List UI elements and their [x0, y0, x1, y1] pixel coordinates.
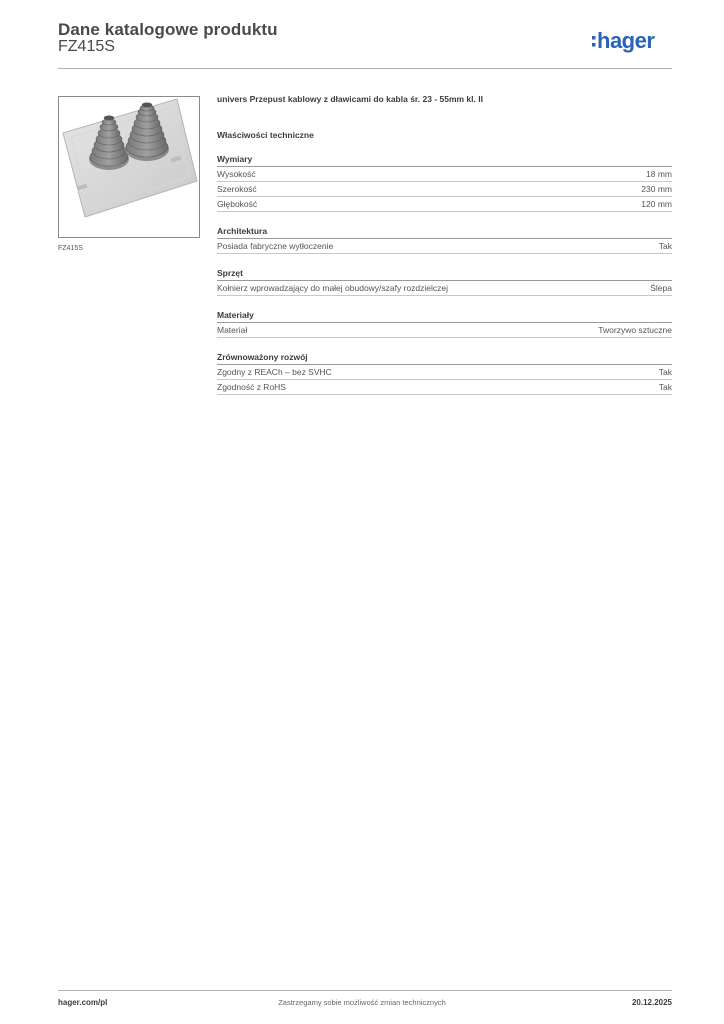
footer-website-link[interactable]: hager.com/pl	[58, 998, 108, 1007]
spec-label: Wysokość	[217, 169, 256, 179]
image-caption: FZ415S	[58, 245, 83, 252]
spec-row	[217, 380, 672, 395]
hager-logo[interactable]	[592, 27, 674, 57]
page-title: Dane katalogowe produktu	[58, 20, 278, 39]
spec-label: Posiada fabryczne wytłoczenie	[217, 241, 334, 251]
spec-value: 230 mm	[641, 184, 672, 194]
spec-label: Kołnierz wprowadzający do małej obudowy/szafy rozdzielczej	[217, 283, 449, 293]
cable-gland-illustration	[59, 97, 199, 237]
spec-value: Tak	[658, 241, 672, 251]
spec-label: Materiał	[217, 325, 248, 335]
spec-label: Zgodny z REACh – bez SVHC	[217, 367, 332, 377]
spec-label: Głębokość	[217, 199, 258, 209]
product-description: univers Przepust kablowy z dławicami do kabla śr. 23 - 55mm kl. II	[217, 94, 483, 104]
product-code: FZ415S	[58, 38, 115, 55]
technical-properties-heading: Właściwości techniczne	[217, 130, 314, 140]
spec-value: 18 mm	[646, 169, 672, 179]
spec-row	[217, 167, 672, 182]
spec-row	[217, 239, 672, 254]
spec-value: Tak	[658, 367, 672, 377]
section-title-materials: Materiały	[217, 310, 672, 323]
section-title-equipment: Sprzęt	[217, 268, 672, 281]
spec-row	[217, 323, 672, 338]
footer-disclaimer: Zastrzegamy sobie możliwość zmian technicznych	[278, 998, 446, 1007]
spec-row	[217, 197, 672, 212]
spec-value: Ślepa	[650, 283, 672, 293]
product-image	[58, 96, 200, 238]
section-title-architecture: Architektura	[217, 226, 672, 239]
spec-label: Zgodność z RoHS	[217, 382, 286, 392]
section-title-sustainability: Zrównoważony rozwój	[217, 352, 672, 365]
spec-row	[217, 281, 672, 296]
spec-value: Tak	[658, 382, 672, 392]
spec-label: Szerokość	[217, 184, 257, 194]
header-divider	[58, 68, 672, 69]
product-details	[217, 94, 672, 395]
spec-value: Tworzywo sztuczne	[598, 325, 672, 335]
logo-wordmark: hager	[597, 28, 655, 53]
spec-value: 120 mm	[641, 199, 672, 209]
spec-row	[217, 182, 672, 197]
spec-row	[217, 365, 672, 380]
footer-divider	[58, 990, 672, 991]
section-title-dimensions: Wymiary	[217, 154, 672, 167]
footer-date: 20.12.2025	[631, 998, 672, 1007]
